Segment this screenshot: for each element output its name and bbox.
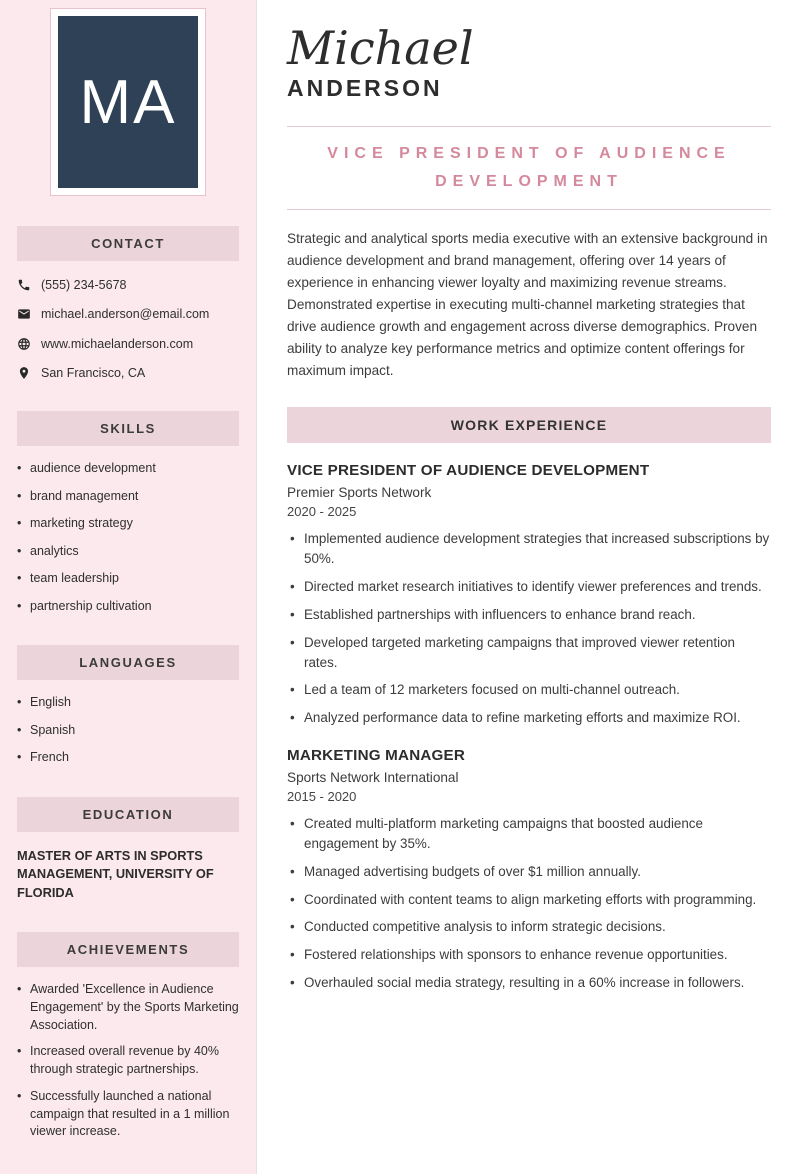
job-bullet-list <box>287 814 771 993</box>
job-title: VICE PRESIDENT OF AUDIENCE DEVELOPMENT <box>287 462 650 480</box>
education-section <box>17 797 239 903</box>
language-item: • English <box>17 694 239 712</box>
contact-location-text: San Francisco, CA <box>41 365 146 380</box>
achievements-section <box>17 932 239 1141</box>
languages-section-title: LANGUAGES <box>17 645 239 680</box>
contact-phone-text: (555) 234-5678 <box>41 278 127 292</box>
phone-icon <box>17 278 31 292</box>
contact-email-text: michael.anderson@email.com <box>41 307 210 322</box>
skill-item: • team leadership <box>17 570 239 588</box>
achievements-list <box>17 981 239 1141</box>
job-bullet: • Developed targeted marketing campaigns that improved viewer retention rates. <box>287 633 771 673</box>
first-name: Michael <box>287 21 474 75</box>
job-entry <box>287 747 771 993</box>
contact-item-location <box>17 365 239 381</box>
globe-icon <box>17 337 31 351</box>
languages-section <box>17 645 239 767</box>
job-bullet: • Implemented audience development strategies that increased subscriptions by 50%. <box>287 529 771 569</box>
skill-item: • analytics <box>17 543 239 561</box>
language-item: • Spanish <box>17 722 239 740</box>
job-company: Premier Sports Network <box>287 485 432 501</box>
location-icon <box>17 366 31 380</box>
skill-item: • marketing strategy <box>17 515 239 533</box>
skill-item: • audience development <box>17 460 239 478</box>
sidebar <box>0 0 257 1174</box>
job-bullet: • Fostered relationships with sponsors to enhance revenue opportunities. <box>287 945 771 965</box>
job-title: MARKETING MANAGER <box>287 747 466 765</box>
work-experience-title: WORK EXPERIENCE <box>287 407 771 443</box>
job-bullet: • Analyzed performance data to refine marketing efforts and maximize ROI. <box>287 708 771 728</box>
contact-item-website <box>17 336 239 352</box>
job-bullet: • Coordinated with content teams to align marketing efforts with programming. <box>287 890 771 910</box>
contact-item-email <box>17 306 239 322</box>
contact-section-title: CONTACT <box>17 226 239 261</box>
job-bullet: • Conducted competitive analysis to inform strategic decisions. <box>287 917 771 937</box>
monogram-frame <box>50 8 206 196</box>
job-bullet: • Established partnerships with influencers to enhance brand reach. <box>287 605 771 625</box>
language-item: • French <box>17 749 239 767</box>
professional-summary: Strategic and analytical sports media executive with an extensive background in audience development and brand management, offering over 14 years of experience in enhancing viewer loyalty and maximizing revenue streams. Demonstrated expertise in executing multi-channel marketing strategies that drive audience growth and engagement across diverse demographics. Proven ability to analyze key performance metrics and optimize content offerings for maximum impact. <box>287 231 768 379</box>
achievement-item: • Awarded 'Excellence in Audience Engagement' by the Sports Marketing Association. <box>17 981 239 1034</box>
job-dates: 2020 - 2025 <box>287 504 357 520</box>
contact-website-text: www.michaelanderson.com <box>41 336 194 351</box>
skills-section <box>17 411 239 615</box>
education-section-title: EDUCATION <box>17 797 239 832</box>
achievements-section-title: ACHIEVEMENTS <box>17 932 239 967</box>
contact-item-phone <box>17 277 239 293</box>
monogram: MA <box>58 16 198 188</box>
contact-section <box>17 226 239 381</box>
job-company: Sports Network International <box>287 770 459 786</box>
email-icon <box>17 307 31 321</box>
job-bullet: • Led a team of 12 marketers focused on multi-channel outreach. <box>287 680 771 700</box>
skills-section-title: SKILLS <box>17 411 239 446</box>
job-bullet-list <box>287 529 771 728</box>
main-content <box>257 0 800 1174</box>
job-bullet: • Managed advertising budgets of over $1 million annually. <box>287 862 771 882</box>
job-bullet: • Overhauled social media strategy, resulting in a 60% increase in followers. <box>287 973 771 993</box>
languages-list <box>17 694 239 767</box>
headline: VICE PRESIDENT OF AUDIENCE DEVELOPMENT <box>327 145 731 191</box>
achievement-item: • Increased overall revenue by 40% through strategic partnerships. <box>17 1043 239 1079</box>
headline-block <box>287 126 771 210</box>
skill-item: • partnership cultivation <box>17 598 239 616</box>
job-bullet: • Created multi-platform marketing campaigns that boosted audience engagement by 35%. <box>287 814 771 854</box>
job-entry <box>287 462 771 728</box>
skill-item: • brand management <box>17 488 239 506</box>
achievement-item: • Successfully launched a national campaign that resulted in a 1 million viewer increase. <box>17 1088 239 1141</box>
last-name: ANDERSON <box>287 75 443 102</box>
job-bullet: • Directed market research initiatives to identify viewer preferences and trends. <box>287 577 771 597</box>
skills-list <box>17 460 239 615</box>
job-dates: 2015 - 2020 <box>287 789 357 805</box>
education-degree: MASTER OF ARTS IN SPORTS MANAGEMENT, UNIVERSITY OF FLORIDA <box>17 847 214 900</box>
contact-list <box>17 277 239 381</box>
